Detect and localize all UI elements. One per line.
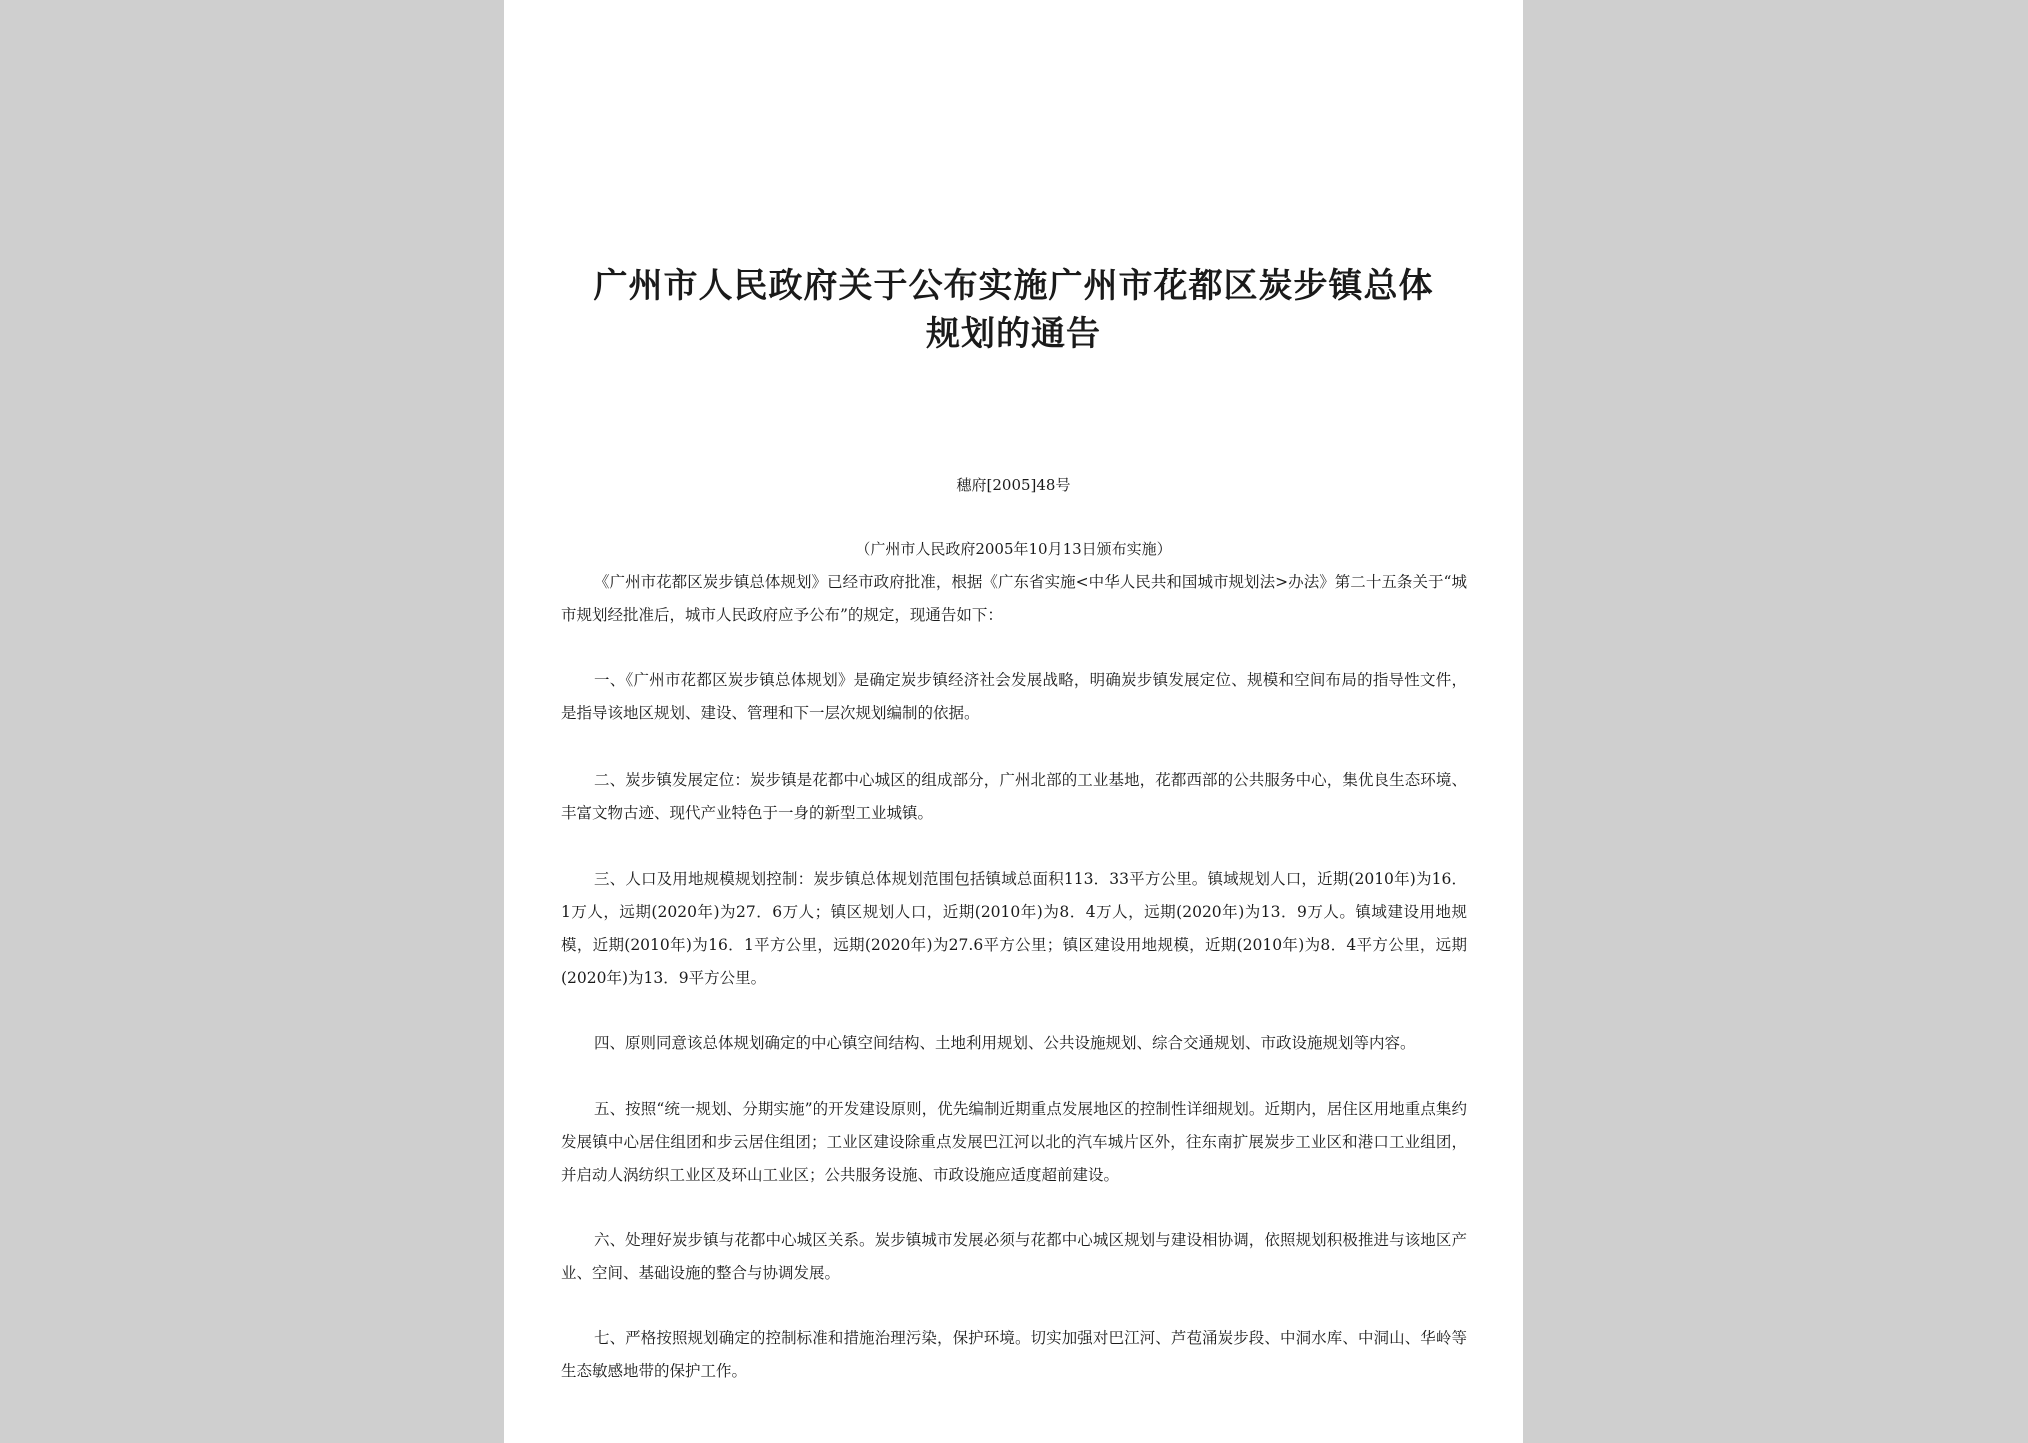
paragraph-2: 二、炭步镇发展定位：炭步镇是花都中心城区的组成部分，广州北部的工业基地，花都西部的公共服务中心，集优良生态环境、丰富文物古迹、现代产业特色于一身的新型工业城镇。 — [561, 771, 1467, 822]
paragraph-preamble: 《广州市花都区炭步镇总体规划》已经市政府批准，根据《广东省实施<中华人民共和国城市规划法>办法》第二十五条关于“城市规划经批准后，城市人民政府应予公布”的规定，现通告如下： — [561, 573, 1467, 624]
document-page — [504, 0, 1523, 1443]
paragraph-7: 七、严格按照规划确定的控制标准和措施治理污染，保护环境。切实加强对巴江河、芦苞涌炭步段、中洞水库、中洞山、华岭等生态敏感地带的保护工作。 — [561, 1329, 1467, 1380]
paragraph-1: 一、《广州市花都区炭步镇总体规划》是确定炭步镇经济社会发展战略，明确炭步镇发展定位、规模和空间布局的指导性文件，是指导该地区规划、建设、管理和下一层次规划编制的依据。 — [561, 671, 1467, 722]
document-number: 穗府[2005]48号 — [956, 476, 1071, 494]
paragraph-3: 三、人口及用地规模规划控制：炭步镇总体规划范围包括镇域总面积113．33平方公里。镇域规划人口，近期(2010年)为16．1万人，远期(2020年)为27．6万人；镇区规划人口，近期(2010年)为8．4万人，远期(2020年)为13．9万人。镇域建设用地规模，近期(2010年)为16．1平方公里，远期(2020年)为27.6平方公里；镇区建设用地规模，近期(2010年)为8．4平方公里，远期(2020年)为13．9平方公里。 — [561, 870, 1467, 987]
paragraph-6: 六、处理好炭步镇与花都中心城区关系。炭步镇城市发展必须与花都中心城区规划与建设相协调，依照规划积极推进与该地区产业、空间、基础设施的整合与协调发展。 — [561, 1231, 1467, 1282]
paragraph-4: 四、原则同意该总体规划确定的中心镇空间结构、土地利用规划、公共设施规划、综合交通规划、市政设施规划等内容。 — [594, 1034, 1416, 1052]
issue-note: （广州市人民政府2005年10月13日颁布实施） — [855, 540, 1172, 558]
document-title-line1: 广州市人民政府关于公布实施广州市花都区炭步镇总体 — [593, 266, 1434, 306]
paragraph-5: 五、按照“统一规划、分期实施”的开发建设原则，优先编制近期重点发展地区的控制性详细规划。近期内，居住区用地重点集约发展镇中心居住组团和步云居住组团；工业区建设除重点发展巴江河以北的汽车城片区外，往东南扩展炭步工业区和港口工业组团，并启动人涡纺织工业区及环山工业区；公共服务设施、市政设施应适度超前建设。 — [561, 1100, 1467, 1184]
document-title-line2: 规划的通告 — [926, 314, 1101, 354]
